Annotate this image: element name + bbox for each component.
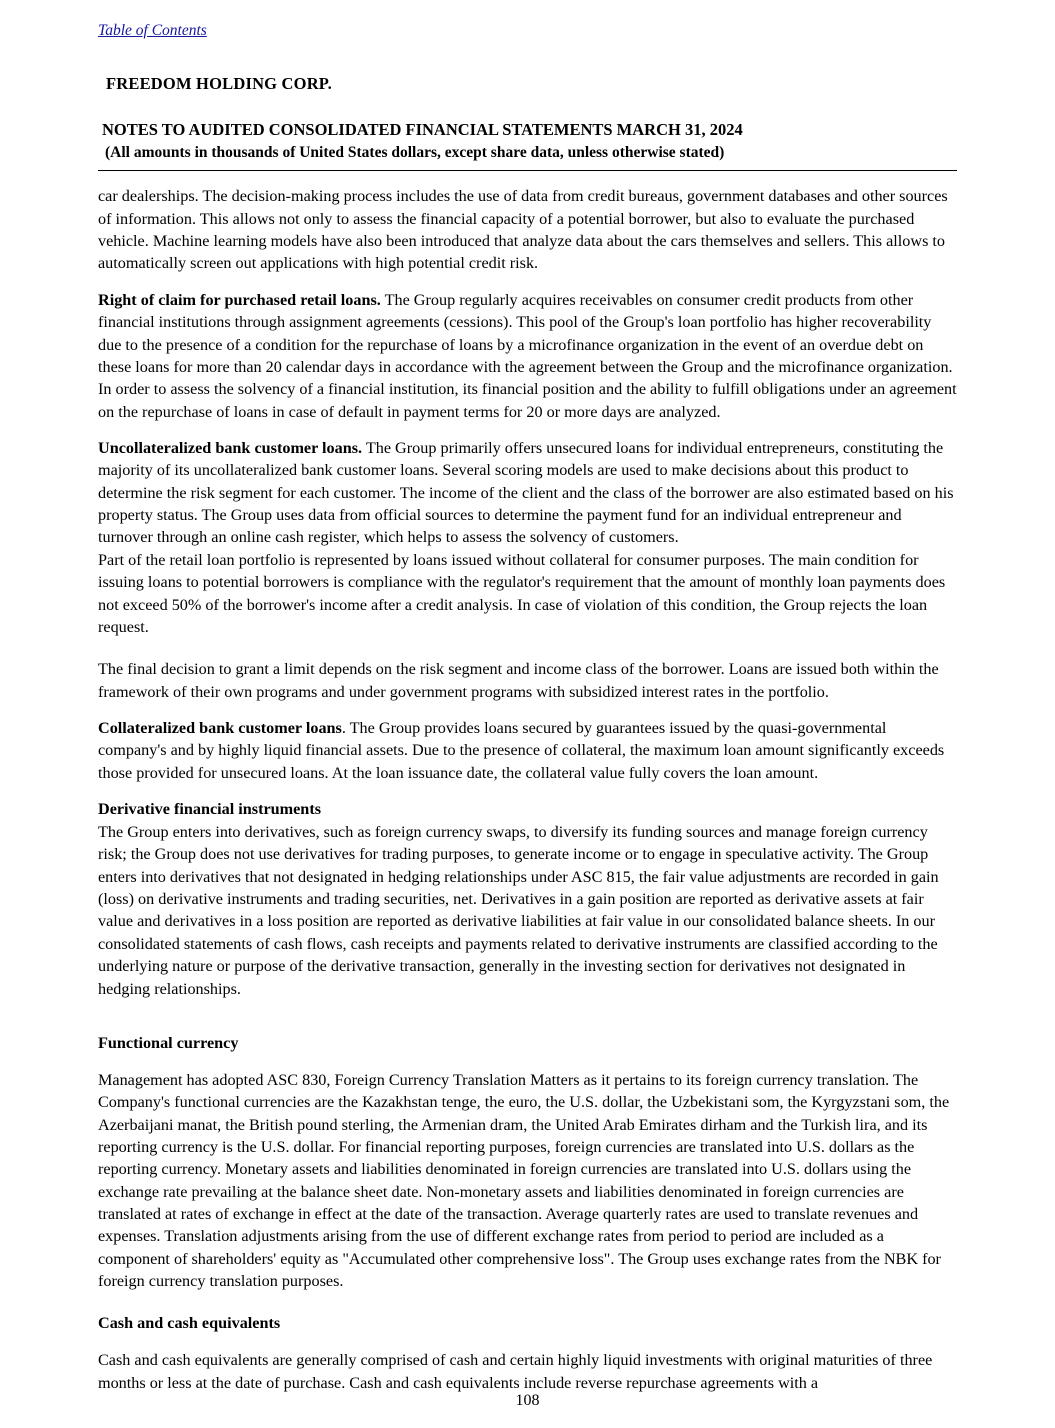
uncollateralized-lead: Uncollateralized bank customer loans. bbox=[98, 438, 363, 457]
table-of-contents-link[interactable]: Table of Contents bbox=[98, 22, 207, 39]
paragraph-right-of-claim bbox=[98, 289, 957, 378]
paragraph-uncollateralized bbox=[98, 437, 957, 549]
uncollateralized-text: The Group primarily offers unsecured loans for individual entrepreneurs, constituting the majority of its uncollateralized bank customer loans. Several scoring models are used to make decisions about this product to determine the risk segment for each customer. The income of the client and the class of the borrower are also estimated based on his property status. The Group uses data from official sources to determine the payment fund for an individual entrepreneur and turnover through an online cash register, which helps to assess the solvency of customers. bbox=[98, 438, 954, 547]
paragraph-intro: car dealerships. The decision-making process includes the use of data from credit bureaus, government databases and other sources of information. This allows not only to assess the financial capacity of a potential borrower, but also to evaluate the purchased vehicle. Machine learning models have also been introduced that analyze data about the cars themselves and sellers. This allows to automatically screen out applications with high potential credit risk. bbox=[98, 187, 948, 273]
right-of-claim-lead: Right of claim for purchased retail loans. bbox=[98, 290, 381, 309]
paragraph-cash: Cash and cash equivalents are generally comprised of cash and certain highly liquid investments with original maturities of three months or less at the date of purchase. Cash and cash equivalents include reverse repurchase agreements with a bbox=[98, 1351, 933, 1392]
notes-title: NOTES TO AUDITED CONSOLIDATED FINANCIAL STATEMENTS MARCH 31, 2024 bbox=[102, 120, 743, 139]
collateralized-lead: Collateralized bank customer loans bbox=[98, 718, 342, 737]
heading-derivative-financial-instruments: Derivative financial instruments bbox=[98, 800, 322, 819]
company-name: FREEDOM HOLDING CORP. bbox=[106, 74, 332, 93]
collateralized-text: . The Group provides loans secured by guarantees issued by the quasi-governmental company's and by highly liquid financial assets. Due to the presence of collateral, the maximum loan amount significantly exceeds those provided for unsecured loans. At the loan issuance date, the collateral value fully covers the loan amount. bbox=[98, 718, 945, 782]
paragraph-functional-currency: Management has adopted ASC 830, Foreign Currency Translation Matters as it pertains to its foreign currency translation. The Company's functional currencies are the Kazakhstan tenge, the euro, the U.S. dollar, the Uzbekistani som, the Kyrgyzstani som, the Azerbaijani manat, the British pound sterling, the Armenian dram, the United Arab Emirates dirham and the Turkish lira, and its reporting currency is the U.S. dollar. For financial reporting purposes, foreign currencies are translated into U.S. dollars as the reporting currency. Monetary assets and liabilities denominated in foreign currencies are translated into U.S. dollars using the exchange rate prevailing at the balance sheet date. Non-monetary assets and liabilities denominated in foreign currencies are translated at rates of exchange in effect at the date of the transaction. Average quarterly rates are used to translate revenues and expenses. Translation adjustments arising from the use of different exchange rates from period to period are included as a component of shareholders' equity as "Accumulated other comprehensive loss". The Group uses exchange rates from the NBK for foreign currency translation purposes. bbox=[98, 1070, 950, 1291]
notes-header bbox=[98, 118, 957, 164]
page-number: 108 bbox=[515, 1392, 540, 1410]
heading-functional-currency: Functional currency bbox=[98, 1033, 239, 1052]
paragraph-collateralized bbox=[98, 717, 957, 784]
right-of-claim-text: The Group regularly acquires receivables on consumer credit products from other financial institutions through assignment agreements (cessions). This pool of the Group's loan portfolio has higher recoverability due to the presence of a condition for the repurchase of loans by a microfinance organization in the event of an overdue debt on these loans for more than 20 calendar days in accordance with the agreement between the Group and the microfinance organization. bbox=[98, 290, 953, 376]
paragraph-derivative: The Group enters into derivatives, such as foreign currency swaps, to diversify its funding sources and manage foreign currency risk; the Group does not use derivatives for trading purposes, to generate income or to engage in speculative activity. The Group enters into derivatives that not designated in hedging relationships under ASC 815, the fair value adjustments are recorded in gain (loss) on derivative instruments and trading securities, net. Derivatives in a gain position are reported as derivative assets at fair value and derivatives in a loss position are reported as derivative liabilities at fair value in our consolidated balance sheets. In our consolidated statements of cash flows, cash receipts and payments related to derivative instruments are classified according to the underlying nature or purpose of the derivative transaction, generally in the investing section for derivatives not designated in hedging relationships. bbox=[98, 823, 939, 998]
header-divider bbox=[98, 170, 957, 171]
heading-cash-and-cash-equivalents: Cash and cash equivalents bbox=[98, 1314, 281, 1333]
paragraph-right-of-claim-2: In order to assess the solvency of a financial institution, its financial position and the ability to fulfill obligations under an agreement on the repurchase of loans in case of default in payment terms for 20 or more days are analyzed. bbox=[98, 380, 957, 421]
paragraph-uncollateralized-2: Part of the retail loan portfolio is represented by loans issued without collateral for consumer purposes. The main condition for issuing loans to potential borrowers is compliance with the regulator's requirement that the amount of monthly loan payments does not exceed 50% of the borrower's income after a credit analysis. In case of violation of this condition, the Group rejects the loan request. bbox=[98, 550, 946, 636]
paragraph-final-decision: The final decision to grant a limit depends on the risk segment and income class of the borrower. Loans are issued both within the framework of their own programs and under government programs with subsidized interest rates in the portfolio. bbox=[98, 660, 939, 701]
notes-subtitle: (All amounts in thousands of United States dollars, except share data, unless otherwise stated) bbox=[105, 143, 725, 161]
